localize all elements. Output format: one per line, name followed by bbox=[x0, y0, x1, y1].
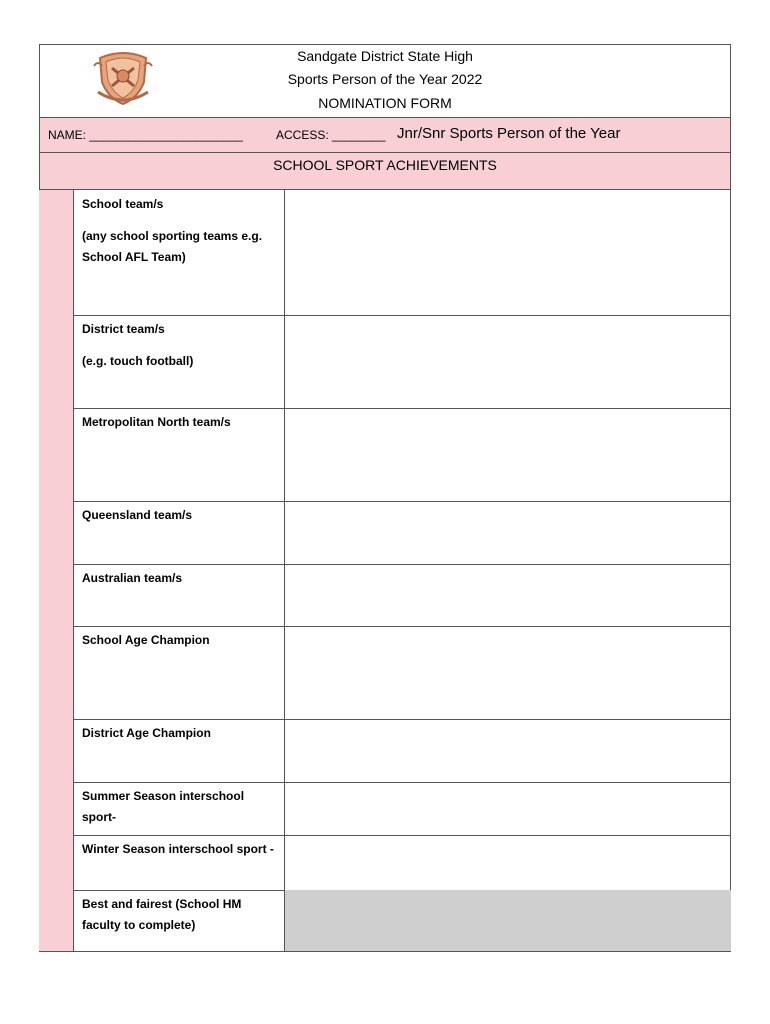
row-note: (any school sporting teams e.g. School AFL Team) bbox=[82, 229, 263, 264]
form-title: NOMINATION FORM bbox=[318, 95, 452, 111]
row-label: District team/s bbox=[82, 322, 165, 336]
row-label: School Age Champion bbox=[82, 633, 210, 647]
row-label: Best and fairest (School HM faculty to complete) bbox=[82, 897, 242, 932]
award-title: Sports Person of the Year 2022 bbox=[287, 71, 483, 87]
row-label: Metropolitan North team/s bbox=[82, 415, 231, 429]
table-row bbox=[74, 315, 731, 409]
table-row bbox=[74, 408, 731, 502]
category-label: Jnr/Snr Sports Person of the Year bbox=[397, 125, 621, 142]
answer-field-winter-interschool[interactable] bbox=[285, 835, 731, 890]
answer-field-district-age-champion[interactable] bbox=[285, 719, 731, 782]
side-bar-champions bbox=[39, 626, 74, 783]
name-field[interactable]: NAME: _______________________ bbox=[48, 128, 243, 142]
table-row bbox=[74, 626, 731, 720]
school-name: Sandgate District State High bbox=[297, 48, 473, 64]
table-row bbox=[74, 190, 731, 316]
table-row bbox=[74, 782, 731, 836]
answer-field-school-age-champion[interactable] bbox=[285, 626, 731, 719]
row-label: Summer Season interschool sport- bbox=[82, 789, 245, 824]
row-label: Queensland team/s bbox=[82, 508, 193, 522]
answer-field-summer-interschool[interactable] bbox=[285, 782, 731, 835]
table-row bbox=[74, 564, 731, 627]
row-note: (e.g. touch football) bbox=[82, 354, 194, 368]
answer-field-metro-north-teams[interactable] bbox=[285, 408, 731, 501]
table-row bbox=[74, 890, 731, 952]
row-label: District Age Champion bbox=[82, 726, 211, 740]
side-bar-interschool bbox=[39, 782, 74, 952]
nominee-details-row bbox=[39, 117, 731, 153]
table-row bbox=[74, 501, 731, 565]
row-label: School team/s bbox=[82, 197, 164, 211]
row-label: Winter Season interschool sport - bbox=[82, 842, 274, 856]
answer-field-school-teams[interactable] bbox=[285, 190, 731, 315]
answer-field-best-and-fairest bbox=[285, 890, 731, 951]
answer-field-district-teams[interactable] bbox=[285, 315, 731, 408]
table-row bbox=[74, 835, 731, 891]
side-bar-teams bbox=[39, 190, 74, 627]
answer-field-queensland-teams[interactable] bbox=[285, 501, 731, 564]
school-crest-logo bbox=[92, 48, 154, 106]
answer-field-australian-teams[interactable] bbox=[285, 564, 731, 626]
access-field[interactable]: ACCESS: ________ bbox=[276, 128, 386, 142]
row-label: Australian team/s bbox=[82, 571, 183, 585]
table-row bbox=[74, 719, 731, 783]
section-title: SCHOOL SPORT ACHIEVEMENTS bbox=[39, 152, 731, 190]
